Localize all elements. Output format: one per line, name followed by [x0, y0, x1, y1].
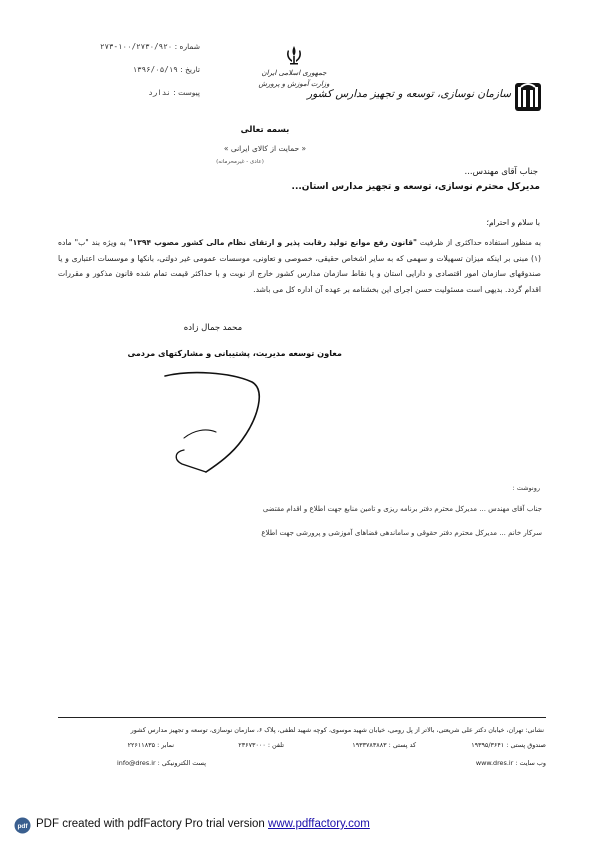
footer-postal-value: ۱۹۳۳۷۸۳۸۸۳: [352, 741, 387, 749]
body-rest: به ویژه بند "ب" ماده (۱) مبنی بر اینکه میزان تسهیلات و سهمی که به سایر اشخاص حقیقی، خصوصی و تعاونی، موسسات عمومی غیر دولتی، بانکها و موسسات اعتباری و یا صندوقهای سازمان امور اقتصادی و دارایی استان و یا نقاط سازمان مدارس کشور خارج از نوبت و با حداکثر قیمت تمام شده قانون مذکور و مقررات اقدام گردد. بدیهی است مسئولیت حسن اجرای این بخشنامه بر عهده آن اداره کل می باشد.: [58, 238, 541, 294]
footer-fax-value: ۲۲۶۱۱۸۳۵: [127, 741, 156, 749]
footer-address: نشانی: تهران، خیابان دکتر علی شریعتی، بالاتر از پل رومی، خیابان شهید موسوی، کوچه شهید لطفی، پلاک ۶، سازمان نوسازی، توسعه و تجهیز مدارس کشور: [130, 726, 544, 734]
letter-date: [88, 65, 200, 74]
letter-attachment: [100, 88, 200, 97]
cc-heading: رونوشت :: [512, 484, 540, 492]
footer-postal-code: [296, 741, 416, 749]
signer-name: محمد جمال زاده: [183, 323, 243, 333]
signer-title: معاون توسعه مدیریت، پشتیبانی و مشارکتهای مردمی: [127, 348, 342, 358]
recipient-name: جناب آقای مهندس...: [464, 167, 538, 177]
footer-phone-label: تلفن :: [267, 741, 284, 749]
footer-online: [58, 759, 546, 771]
letter-body: [58, 235, 541, 297]
opening-bismillah: بسمه تعالی: [240, 125, 290, 135]
letter-number: [74, 42, 200, 51]
footer-pobox-value: ۱۹۳۹۵/۳۶۴۱: [471, 741, 505, 749]
greeting: با سلام و احترام؛: [486, 218, 540, 227]
footer-phone-value: ۲۳۶۷۳۰۰۰: [238, 741, 266, 749]
letter-number-label: شماره :: [174, 42, 200, 51]
opening-slogan: « حمایت از کالای ایرانی »: [223, 144, 307, 153]
footer-email: [58, 759, 206, 767]
pdf-banner-link[interactable]: www.pdffactory.com: [268, 818, 370, 830]
iran-emblem-icon: [283, 44, 305, 66]
organization-logo-icon: [514, 82, 542, 112]
cc-line-1: جناب آقای مهندس ... مدیرکل محترم دفتر برنامه ریزی و تامین منابع جهت اطلاع و اقدام مقتضی: [262, 505, 542, 513]
footer-contacts: [58, 741, 546, 753]
footer-pobox: [426, 741, 546, 749]
pdf-banner-text: PDF created with pdfFactory Pro trial version: [36, 818, 265, 830]
classification-note: (عادی - غیرمحرمانه): [216, 159, 264, 165]
svg-text:pdf: pdf: [17, 823, 28, 831]
emblem-caption: [232, 68, 356, 90]
body-lead: به منظور استفاده حداکثری از ظرفیت: [419, 238, 541, 247]
handwritten-signature: [160, 368, 270, 478]
footer-divider: [58, 717, 546, 718]
footer-website-value[interactable]: www.dres.ir: [475, 759, 514, 767]
body-law-title: "قانون رفع موانع تولید رقابت پذیر و ارتقای نظام مالی کشور مصوب ۱۳۹۴": [128, 238, 417, 247]
emblem-caption-ministry: وزارت آموزش و پرورش: [258, 80, 330, 88]
organization-name: سازمان نوسازی، توسعه و تجهیز مدارس کشور: [307, 88, 511, 100]
footer-website: [426, 759, 546, 767]
pdf-banner: [36, 818, 370, 830]
footer-website-label: وب سایت :: [515, 759, 546, 767]
footer-email-label: پست الکترونیکی :: [157, 759, 206, 767]
footer-fax-label: نمابر :: [157, 741, 174, 749]
letter-attachment-label: پیوست :: [173, 88, 200, 97]
letter-number-value: ۱۰۰/۲۷۳۰/۹۲۰-۲۷۳: [99, 42, 173, 51]
footer-phone: [184, 741, 284, 749]
recipient-title: مدیرکل محترم نوسازی، توسعه و تجهیز مدارس استان...: [291, 182, 540, 192]
letter-date-value: ۱۳۹۶/۰۵/۱۹: [132, 65, 178, 74]
footer-postal-label: کد پستی :: [388, 741, 416, 749]
pdffactory-logo-icon: [14, 817, 31, 834]
footer-email-value[interactable]: info@dres.ir: [117, 759, 156, 767]
letter-date-label: تاریخ :: [180, 65, 200, 74]
footer-fax: [62, 741, 174, 749]
footer-pobox-label: صندوق پستی :: [506, 741, 546, 749]
emblem-caption-country: جمهوری اسلامی ایران: [261, 69, 327, 77]
letter-attachment-value: ندارد: [148, 88, 171, 97]
cc-line-2: سرکار خانم ... مدیرکل محترم دفتر حقوقی و ساماندهی فضاهای آموزشی و پرورشی جهت اطلاع: [261, 529, 542, 537]
